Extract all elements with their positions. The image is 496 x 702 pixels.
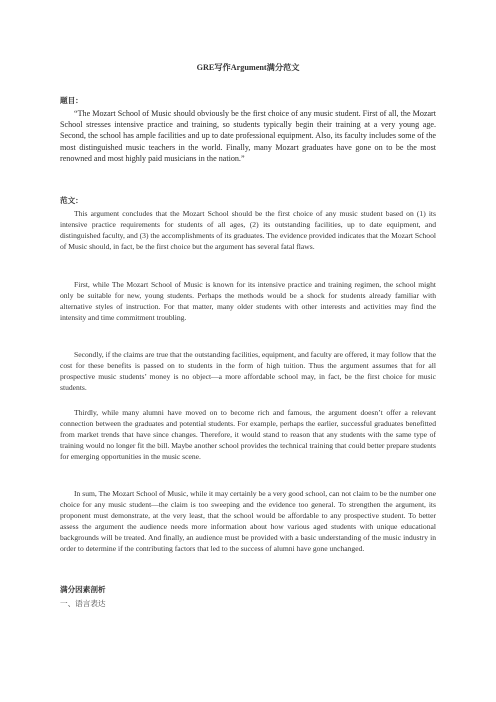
document-title: GRE写作Argument满分范文 xyxy=(196,63,300,72)
analysis-heading: 满分因素剖析 xyxy=(60,585,106,594)
essay-paragraph-3: Secondly, if the claims are true that the outstanding facilities, equipment, and faculty are offered, it may follow that the cost for these benefits is passed on to students in the form of high tuition. Thus the argument assumes that for all prospective music students’ money is no object—a more affordable school may, in fact, be the first choice for music students. xyxy=(60,350,436,392)
essay-paragraph-1: This argument concludes that the Mozart School should be the first choice of any music student based on (1) its intensive practice requirements for students of all ages, (2) its outstanding facilities, up to date equipment, and distinguished faculty, and (3) the accomplishments of its graduates. The evidence provided indicates that the Mozart School of Music should, in fact, be the first choice but the argument has several fatal flaws. xyxy=(60,209,436,251)
prompt-text: “The Mozart School of Music should obviously be the first choice of any music student. First of all, the Mozart School stresses intensive practice and training, so students typically begin their training at a very young age. Second, the school has ample facilities and up to date professional equipment. Also, its faculty includes some of the most distinguished music teachers in the world. Finally, many Mozart graduates have gone on to be the most renowned and most highly paid musicians in the nation.” xyxy=(60,109,436,163)
essay-paragraph-4: Thirdly, while many alumni have moved on to become rich and famous, the argument doesn’t offer a relevant connection between the graduates and potential students. For example, perhaps the earlier, successful graduates benefitted from market trends that have since changes. Therefore, it would stand to reason that any students with the same type of training would no longer fit the bill. Maybe another school provides the technical training that could better prepare students for emerging opportunities in the music scene. xyxy=(60,408,436,461)
essay-heading: 范文： xyxy=(60,196,83,205)
analysis-subheading: 一、语言表达 xyxy=(60,599,106,608)
essay-paragraph-5: In sum, The Mozart School of Music, while it may certainly be a very good school, can not claim to be the number one choice for any music student—the claim is too sweeping and the evidence too general. To strengthen the argument, its proponent must demonstrate, at the very least, that the school would be affordable to any prospective student. To better assess the argument the audience needs more information about how various aged students with unique educational backgrounds will be treated. And finally, an audience must be provided with a basic understanding of the music industry in order to determine if the contributing factors that led to the success of alumni have gone unchanged. xyxy=(60,489,436,553)
prompt-heading: 题目： xyxy=(60,96,83,105)
essay-paragraph-2: First, while The Mozart School of Music is known for its intensive practice and training regimen, the school might only be suitable for new, young students. Perhaps the methods would be a shock for students already familiar with alternative styles of instruction. For that matter, many older students with other interests and activities may find the intensity and time commitment troubling. xyxy=(60,280,436,322)
